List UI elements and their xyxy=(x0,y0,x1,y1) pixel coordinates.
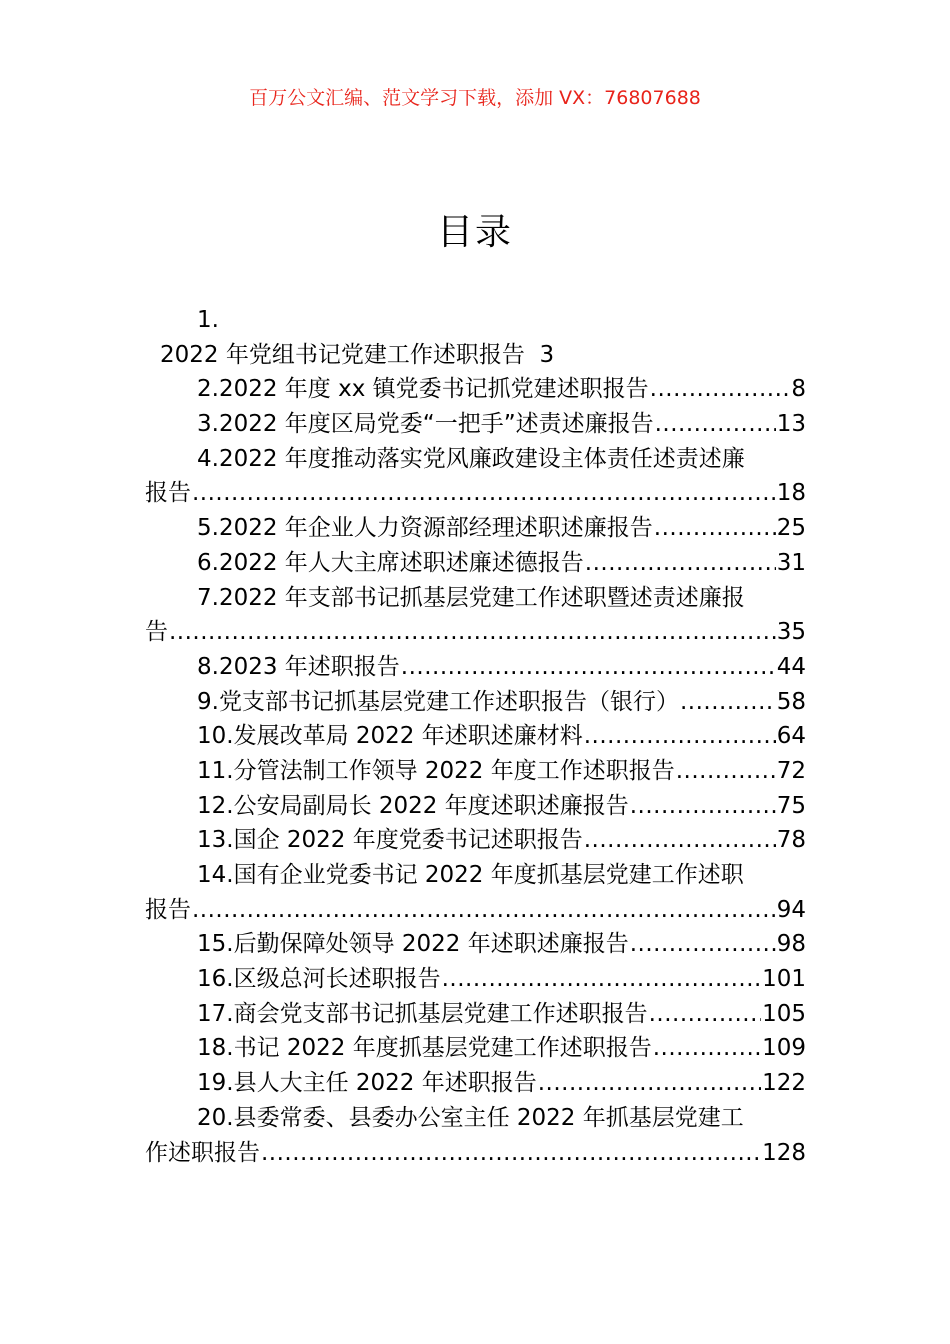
toc-item-14[interactable] xyxy=(145,858,806,893)
toc-item-7-cont[interactable] xyxy=(145,615,806,650)
toc-item-page: 13 xyxy=(776,411,806,438)
toc-item-20[interactable] xyxy=(145,1101,806,1136)
toc-item-text: 2.2022 年度 xx 镇党委书记抓党建述职报告 xyxy=(197,376,649,403)
toc-leader xyxy=(649,997,762,1032)
toc-item-text: 20.县委常委、县委办公室主任 2022 年抓基层党建工 xyxy=(197,1104,744,1131)
toc-item-text: 10.发展改革局 2022 年述职述廉材料 xyxy=(197,723,583,750)
toc-item-9[interactable] xyxy=(145,685,806,720)
toc-item-page: 64 xyxy=(776,723,806,750)
toc-item-text: 19.县人大主任 2022 年述职报告 xyxy=(197,1070,537,1097)
toc-item-page: 44 xyxy=(776,653,806,680)
toc-item-text: 6.2022 年人大主席述职述廉述德报告 xyxy=(197,549,584,576)
toc-leader xyxy=(654,511,776,546)
toc-item-page: 8 xyxy=(791,376,806,403)
toc-leader xyxy=(442,962,762,997)
toc-item-5[interactable] xyxy=(145,511,806,546)
toc-leader xyxy=(261,1136,761,1171)
toc-item-20-cont[interactable] xyxy=(145,1136,806,1171)
toc-item-text-cont: 告 xyxy=(145,619,168,646)
toc-item-11[interactable] xyxy=(145,754,806,789)
toc-leader xyxy=(192,476,776,511)
toc-item-13[interactable] xyxy=(145,823,806,858)
toc-leader xyxy=(584,823,776,858)
toc-item-page: 109 xyxy=(762,1035,806,1062)
toc-item-page: 105 xyxy=(762,1000,806,1027)
toc-leader xyxy=(192,893,776,928)
toc-leader xyxy=(653,1031,761,1066)
toc-item-text-cont: 报告 xyxy=(145,896,191,923)
toc-item-page: 98 xyxy=(776,931,806,958)
toc-item-text: 17.商会党支部书记抓基层党建工作述职报告 xyxy=(197,1000,648,1027)
toc-item-text: 14.国有企业党委书记 2022 年度抓基层党建工作述职 xyxy=(197,862,744,888)
toc-item-4[interactable] xyxy=(145,442,806,477)
toc-item-page: 94 xyxy=(776,896,806,923)
toc-item-page: 18 xyxy=(776,480,806,507)
toc-item-text: 18.书记 2022 年度抓基层党建工作述职报告 xyxy=(197,1035,652,1062)
toc-item-text: 5.2022 年企业人力资源部经理述职述廉报告 xyxy=(197,515,653,542)
toc-leader xyxy=(630,789,776,824)
toc-item-text-cont: 报告 xyxy=(145,480,191,507)
toc-item-text: 2022 年党组书记党建工作述职报告 xyxy=(160,341,525,368)
toc-item-page: 75 xyxy=(776,792,806,819)
toc-item-19[interactable] xyxy=(145,1066,806,1101)
toc-item-text-cont: 作述职报告 xyxy=(145,1139,260,1166)
toc-leader xyxy=(676,754,776,789)
toc-item-15[interactable] xyxy=(145,927,806,962)
toc-item-text: 3.2022 年度区局党委“一把手”述责述廉报告 xyxy=(197,411,654,438)
toc-item-page: 25 xyxy=(776,515,806,542)
toc-item-page: 31 xyxy=(776,549,806,576)
table-of-contents xyxy=(145,303,806,1170)
toc-item-1[interactable] xyxy=(145,338,806,373)
toc-item-page: 35 xyxy=(776,619,806,646)
toc-leader xyxy=(655,407,776,442)
toc-leader xyxy=(585,546,776,581)
toc-item-page: 78 xyxy=(776,827,806,854)
toc-leader xyxy=(630,927,776,962)
toc-item-page: 128 xyxy=(762,1139,806,1166)
toc-leader xyxy=(680,685,776,720)
toc-item-text: 15.后勤保障处领导 2022 年述职述廉报告 xyxy=(197,931,629,958)
toc-item-6[interactable] xyxy=(145,546,806,581)
toc-item-4-cont[interactable] xyxy=(145,476,806,511)
toc-leader xyxy=(538,1066,761,1101)
header-banner: 百万公文汇编、范文学习下载，添加 VX：76807688 xyxy=(249,87,701,109)
toc-item-16[interactable] xyxy=(145,962,806,997)
toc-item-text: 9.党支部书记抓基层党建工作述职报告（银行） xyxy=(197,688,679,715)
toc-item-8[interactable] xyxy=(145,650,806,685)
toc-item-text: 11.分管法制工作领导 2022 年度工作述职报告 xyxy=(197,757,675,784)
toc-leader xyxy=(401,650,776,685)
toc-leader xyxy=(584,719,776,754)
toc-item-text: 7.2022 年支部书记抓基层党建工作述职暨述责述廉报 xyxy=(197,584,745,611)
toc-item-text: 13.国企 2022 年度党委书记述职报告 xyxy=(197,827,583,854)
toc-item-18[interactable] xyxy=(145,1031,806,1066)
toc-leader xyxy=(650,372,791,407)
toc-item-7[interactable] xyxy=(145,581,806,616)
toc-item-14-cont[interactable] xyxy=(145,893,806,928)
toc-item-page: 58 xyxy=(776,688,806,715)
toc-item-text: 8.2023 年述职报告 xyxy=(197,653,400,680)
toc-item-text: 16.区级总河长述职报告 xyxy=(197,966,441,993)
toc-item-1-number: 1. xyxy=(197,307,219,333)
toc-item-text: 12.公安局副局长 2022 年度述职述廉报告 xyxy=(197,792,629,819)
toc-item-page: 101 xyxy=(762,966,806,993)
toc-item-10[interactable] xyxy=(145,719,806,754)
toc-item-3[interactable] xyxy=(145,407,806,442)
page-title: 目录 xyxy=(436,212,513,253)
toc-item-page: 122 xyxy=(762,1070,806,1097)
toc-leader xyxy=(169,615,776,650)
toc-item-text: 4.2022 年度推动落实党风廉政建设主体责任述责述廉 xyxy=(197,445,745,472)
toc-item-page: 72 xyxy=(776,757,806,784)
toc-item-17[interactable] xyxy=(145,997,806,1032)
toc-item-page: 3 xyxy=(539,341,555,368)
toc-item-12[interactable] xyxy=(145,789,806,824)
toc-item-2[interactable] xyxy=(145,372,806,407)
